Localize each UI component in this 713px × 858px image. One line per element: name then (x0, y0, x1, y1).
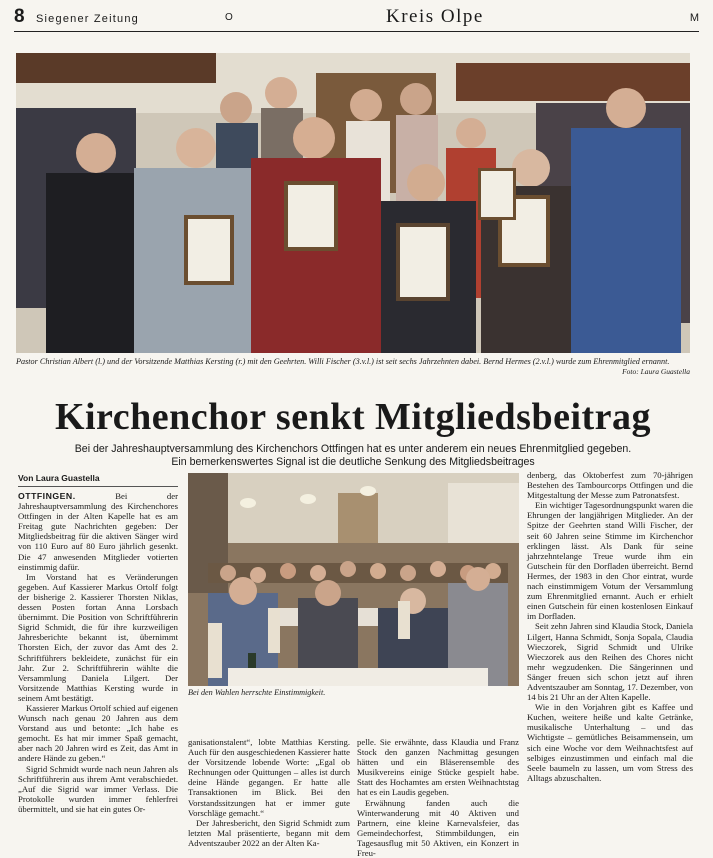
paragraph: Kassierer Markus Ortolf schied auf eigenen Wunsch nach genau 20 Jahren aus dem Vorstand aus und betonte: „Ich habe es gemocht. Es hat mir immer Spaß gemacht, aber nach 20 Jahren wird es Zeit, das Amt in andere Hände zu geben.“ (18, 702, 178, 764)
byline: Von Laura Guastella (18, 473, 100, 483)
group-photo-caption (16, 357, 690, 376)
caption-text: Pastor Christian Albert (l.) und der Vorsitzende Matthias Kersting (r.) mit den Geehrten. Willi Fischer (3.v.l.) ist seit sechs Jahrzehnten dabei. Bernd Hermes (2.v.l.) wurde zum Ehrenmitglied ernannt. (16, 357, 670, 366)
text-column-1 (18, 491, 178, 814)
paragraph: ganisationstalent“, lobte Matthias Kersting. Auch für den ausgeschiedenen Kassierer hatte der Vorsitzende lobende Worte: „Egal ob Rechnungen oder Quittungen – alles ist durch deine Hände gegangen. Er hatte alle Transaktionen im Blick. Bei den Vorstandssitzungen hat er immer gute Vorschläge gemacht.“ (188, 737, 350, 818)
paragraph: denberg, das Oktoberfest zum 70-jährigen Bestehen des Tambourcorps Ottfingen und die Mitgestaltung der Messe zum Patronatsfest. (527, 470, 693, 501)
assembly-photo-illustration (188, 473, 519, 686)
section-title: Kreis Olpe (386, 6, 484, 27)
paragraph: Wie in den Vorjahren gibt es Kaffee und Kuchen, weitere heiße und kalte Getränke, musikalische Unterhaltung – und das Wichtigste – gemütliches Beisammensein, um sich eine Woche vor dem Weihnachtsfest auf selbiges einzustimmen und einfach mal die Seele baumeln zu lassen, um vom Stress des Alltags abzuschalten. (527, 702, 693, 783)
dateline: OTTFINGEN. (18, 491, 76, 501)
paragraph: Der Jahresbericht, den Sigrid Schmidt zum letzten Mal präsentierte, begann mit dem Adventszauber 2022 an der Alten Ka- (188, 817, 350, 848)
paragraph: Seit zehn Jahren sind Klaudia Stock, Daniela Lilgert, Hanna Schmidt, Sonja Sopala, Claudia Wieczorek, Sigrid Schmidt und Ulrike Wieczorek aus den Reihen des Chores nicht mehr wegzudenken. Die Sängerinnen und Sänger freuen sich schon jetzt auf ihren Adventszauber am Sonntag, 17. Dezember, von 14 bis 21 Uhr an der Alten Kapelle. (527, 621, 693, 703)
newspaper-name: Siegener Zeitung (36, 13, 139, 25)
header-circle: O (225, 12, 233, 23)
edge-mark: M (689, 12, 699, 24)
subhead-line-1: Bei der Jahreshauptversammlung des Kirchenchors Ottfingen hat es unter anderem ein neues Ehrenmitglied gegeben. (74, 443, 632, 455)
subhead-line-2: Ein bemerkenswertes Signal ist die deutliche Senkung des Mitgliedsbeitrages (171, 456, 535, 468)
photo-credit: Foto: Laura Guastella (622, 367, 690, 376)
paragraph: Erwähnung fanden auch die Winterwanderung mit 40 Aktiven und Partnern, eine kleine Karnevalsfeier, das Gemeindechorfest, Stimmbildungen, ein Tagesausflug mit 50 Aktiven, ein Konzert in Freu- (357, 797, 519, 858)
article-subhead (16, 443, 690, 469)
text-column-2 (188, 737, 350, 848)
paragraph: pelle. Sie erwähnte, dass Klaudia und Franz Stock den ganzen Nachmittag gesungen hätten und ein Bläserensemble des Musikvereins einige Stücke gespielt habe. Statt des Hochamtes am ersten Weihnachtstag hat es ein Laudis gegeben. (357, 737, 519, 798)
page-number: 8 (14, 6, 25, 27)
assembly-photo-caption: Bei den Wahlen herrschte Einstimmigkeit. (188, 688, 326, 697)
paragraph: OTTFINGEN. Bei der Jahreshauptversammlung des Kirchenchores Ottfingen in der Alten Kapelle hat es am Freitag gute Nachrichten gegeben: Der Mitgliedsbeitrag für die aktiven Sänger wird von 110 Euro auf 80 Euro jährlich gesenkt. Die 47 anwesenden Mitglieder votierten einstimmig dafür. (18, 491, 178, 572)
paragraph: Sigrid Schmidt wurde nach neun Jahren als Schriftführerin aus ihrem Amt verabschiedet. „Auf die Sigrid war immer Verlass. Die Protokolle wurden immer fehlerfrei übermittelt, und sie hat ein gutes Or- (18, 763, 178, 814)
byline-rule (18, 486, 178, 487)
assembly-photo (188, 473, 519, 686)
paragraph: Ein wichtiger Tagesordnungspunkt waren die Ehrungen der langjährigen Mitglieder. An der Spitze der Geehrten stand Willi Fischer, der seit 60 Jahren seine Stimme im Kirchenchor erklingen lässt. Als Dank für seine jahrzehntelange Treue wurde ihm ein Gutschein für den Dorfladen überreicht. Bernd Hermes, der 1983 in den Chor eintrat, wurde nach einstimmigem Votum der Versammlung zum Ehrenmitglied ernannt. Auch er erhielt einen Gutschein für einen kostenlosen Einkauf im Dorfladen. (527, 500, 693, 622)
article-headline: Kirchenchor senkt Mitgliedsbeitrag (54, 396, 652, 438)
group-photo-illustration (16, 53, 690, 353)
text-column-4 (527, 470, 693, 783)
group-photo (16, 53, 690, 353)
text-column-3 (357, 737, 519, 858)
page-header (14, 6, 699, 32)
paragraph: Im Vorstand hat es Veränderungen gegeben. Auf Kassierer Markus Ortolf folgt der bisherige 2. Kassierer Thorsten Niklas, dessen Posten fortan Anna Lorsbach übernimmt. Die Position von Schriftführerin Sigrid Schmidt, die für ihre kurzweiligen Jahresberichte bekannt ist, übernimmt Thorsten Eich, der zuvor das Amt des 2. Schriftführers bekleidete, zunächst für ein Jahr. Zur 2. Schriftführerin wählte die Versammlung Daniela Lilgert. Der Vorsitzende Matthias Kersting wurde in seinem Amt bestätigt. (18, 571, 178, 703)
